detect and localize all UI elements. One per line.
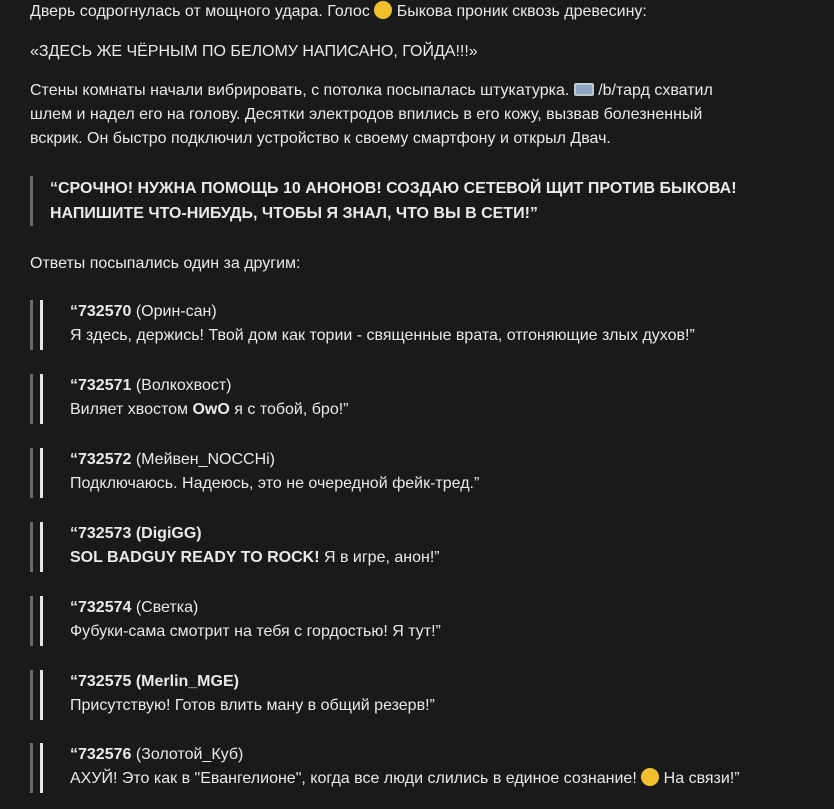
reply-item [30, 670, 790, 720]
reply-body: Фубуки-сама смотрит на тебя с гордостью! Я тут!” [70, 623, 441, 640]
quote-line: “СРОЧНО! НУЖНА ПОМОЩЬ 10 АНОНОВ! СОЗДАЮ СЕТЕВОЙ ЩИТ ПРОТИВ БЫКОВА! [50, 180, 737, 197]
face-with-monocle-icon [374, 1, 392, 19]
reply-body: Я здесь, держись! Твой дом как тории - священные врата, отгоняющие злых духов!” [70, 327, 695, 344]
reply-item [30, 448, 790, 498]
reply-id: “732571 [70, 377, 132, 394]
story-text: Стены комнаты начали вибрировать, с потолка посыпалась штукатурка. [30, 82, 574, 99]
reply-bold: SOL BADGUY READY TO ROCK! [70, 549, 320, 566]
reply-body: я с тобой, бро!” [229, 401, 349, 418]
reply-item [30, 522, 790, 572]
story-text: шлем и надел его на голову. Десятки электродов впились в его кожу, вызвав болезненный [30, 106, 703, 123]
quote-bar [40, 670, 43, 720]
reply-body: АХУЙ! Это как в "Евангелионе", когда все люди слились в единое сознание! [70, 770, 642, 787]
reply-id: “732576 [70, 746, 132, 763]
reply-author: (Орин-сан) [131, 303, 217, 320]
reply-id: “732572 [70, 451, 132, 468]
reply-body: На связи!” [659, 770, 740, 787]
story-paragraph-2: «ЗДЕСЬ ЖЕ ЧЁРНЫМ ПО БЕЛОМУ НАПИСАНО, ГОЙДА!!!» [30, 43, 478, 60]
quote-bar [30, 374, 33, 424]
laptop-icon [574, 83, 594, 96]
story-paragraph-4: Ответы посыпались один за другим: [30, 255, 301, 272]
blockquote-main [30, 176, 810, 226]
reply-body: Виляет хвостом [70, 401, 193, 418]
story-paragraph-1 [30, 0, 647, 24]
story-paragraph-3 [30, 79, 713, 151]
quote-bar [40, 596, 43, 646]
quote-bar [30, 448, 33, 498]
quote-bar [40, 522, 43, 572]
reply-id: “732570 [70, 303, 132, 320]
reply-body: Я в игре, анон!” [319, 549, 440, 566]
reply-item [30, 374, 790, 424]
reply-body: Подключаюсь. Надеюсь, это не очередной фейк-тред.” [70, 475, 480, 492]
reply-author: (Светка) [131, 599, 199, 616]
quote-line: НАПИШИТЕ ЧТО-НИБУДЬ, ЧТОБЫ Я ЗНАЛ, ЧТО ВЫ В СЕТИ!” [50, 205, 538, 222]
reply-item [30, 743, 790, 793]
reply-author: (Мейвен_NOCCHi) [131, 451, 276, 468]
quote-bar [30, 670, 33, 720]
story-text: Быкова проник сквозь древесину: [392, 3, 647, 20]
reply-bold: OwO [192, 401, 230, 418]
quote-bar [40, 448, 43, 498]
reply-item [30, 596, 790, 646]
reply-author: (Золотой_Куб) [131, 746, 244, 763]
quote-bar [30, 596, 33, 646]
quote-bar [40, 743, 43, 793]
story-text: вскрик. Он быстро подключил устройство к своему смартфону и открыл Двач. [30, 130, 611, 147]
reply-body: Присутствую! Готов влить ману в общий резерв!” [70, 697, 435, 714]
quote-bar [30, 743, 33, 793]
reply-id: “732574 [70, 599, 132, 616]
reply-item [30, 300, 790, 350]
story-text: /b/тард схватил [593, 82, 713, 99]
story-text: Дверь содрогнулась от мощного удара. Голос [30, 3, 375, 20]
face-with-tears-of-joy-icon [641, 768, 659, 786]
reply-id: “732573 (DigiGG) [70, 525, 202, 542]
quote-bar [40, 374, 43, 424]
quote-bar [30, 522, 33, 572]
reply-author: (Волкохвост) [131, 377, 232, 394]
quote-bar [40, 300, 43, 350]
reply-id: “732575 (Merlin_MGE) [70, 673, 239, 690]
quote-bar [30, 300, 33, 350]
